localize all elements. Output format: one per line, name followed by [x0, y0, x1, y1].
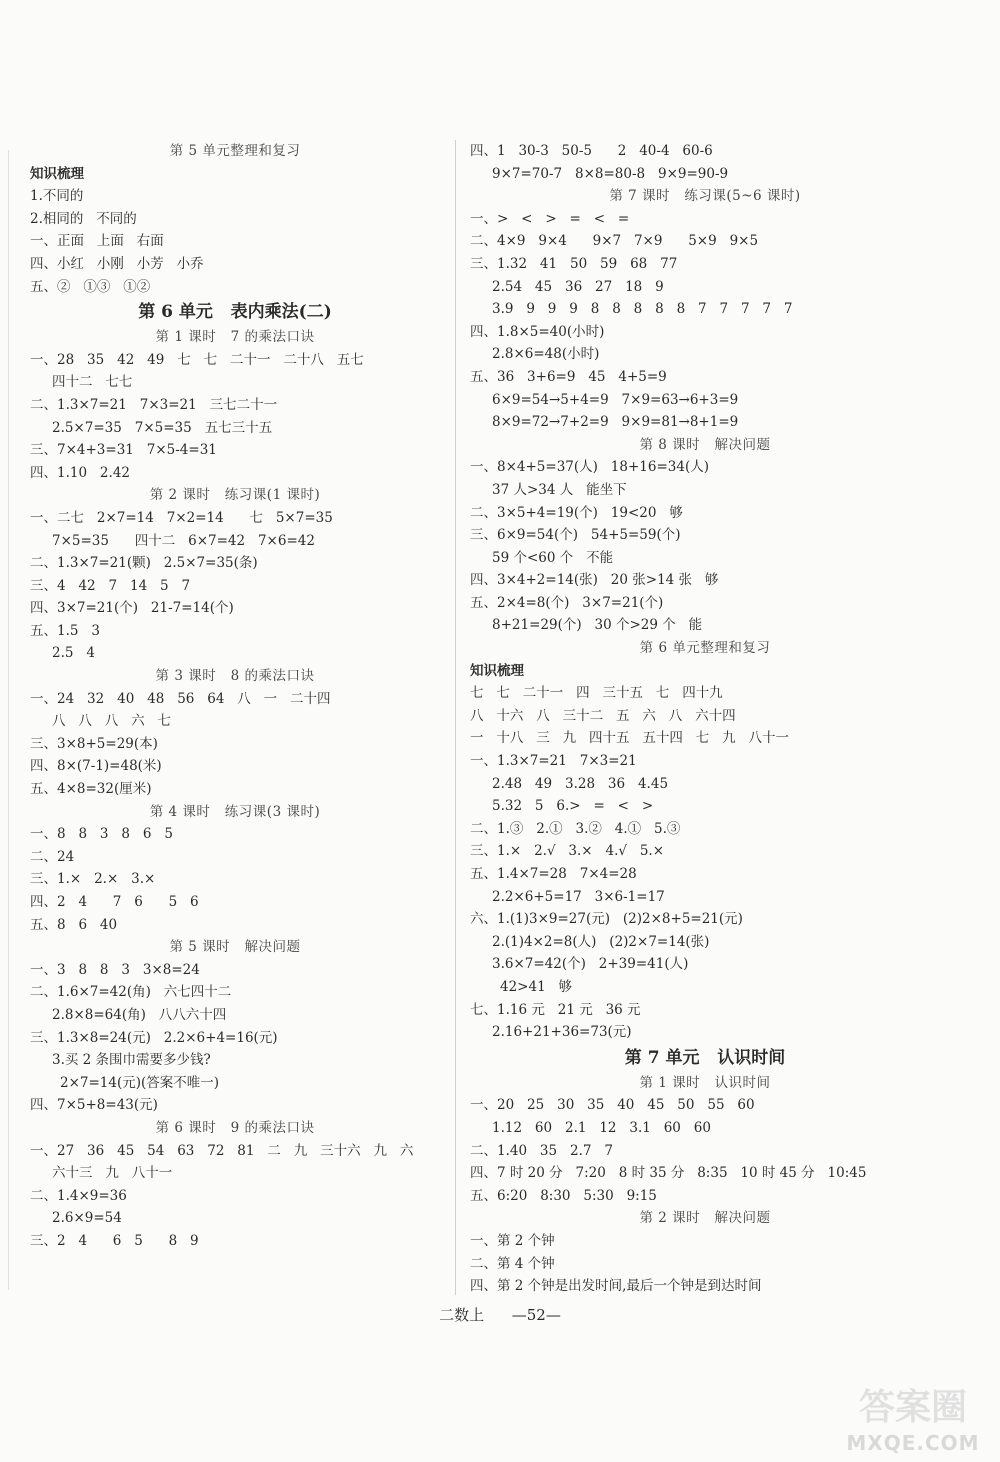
- left-answer-line: 2.8×8=64(角) 八八六十四: [52, 1006, 227, 1023]
- right-answer-line: 42>41 够: [500, 978, 573, 995]
- right-answer-line: 3.6×7=42(个) 2+39=41(人): [492, 956, 689, 973]
- left-answer-line: 四十二 七七: [52, 374, 133, 391]
- right-answer-line: 一、8×4+5=37(人) 18+16=34(人): [470, 459, 709, 476]
- watermark-logo: [838, 1385, 988, 1453]
- right-answer-line: 2.54 45 36 27 18 9: [492, 278, 664, 295]
- right-answer-line: 37 人>34 人 能坐下: [492, 481, 627, 498]
- right-answer-line: 9×7=70-7 8×8=80-8 9×9=90-9: [492, 165, 729, 182]
- right-answer-line: 一 十八 三 九 四十五 五十四 七 九 八十一: [470, 730, 789, 747]
- column-divider: [455, 140, 456, 1295]
- right-answer-line: 四、1 30-3 50-5 2 40-4 60-6: [470, 143, 713, 159]
- left-answer-line: 第 5 课时 解决问题: [169, 939, 301, 956]
- right-answer-line: 四、3×4+2=14(张) 20 张>14 张 够: [470, 572, 719, 589]
- right-answer-line: 三、1.32 41 50 59 68 77: [470, 255, 678, 272]
- left-answer-line: 3.买 2 条围巾需要多少钱?: [52, 1052, 211, 1069]
- left-answer-line: 第 3 课时 8 的乘法口诀: [155, 668, 315, 685]
- watermark-logo-text: 答案圈: [858, 1387, 967, 1428]
- watermark-site: MXQE.COM: [846, 1431, 980, 1455]
- right-answer-line: 三、6×9=54(个) 54+5=59(个): [470, 527, 681, 544]
- left-answer-line: 知识梳理: [30, 165, 84, 182]
- left-answer-line: 四、小红 小刚 小芳 小乔: [30, 255, 204, 272]
- left-answer-line: 五、4×8=32(厘米): [30, 781, 152, 798]
- right-answer-line: 第 7 单元 认识时间: [624, 1047, 786, 1068]
- right-answer-line: 2.16+21+36=73(元): [492, 1024, 632, 1041]
- right-answer-line: 2.8×6=48(小时): [492, 346, 600, 363]
- right-answer-line: 四、1.8×5=40(小时): [470, 323, 605, 340]
- page-footer: [0, 1304, 1000, 1325]
- right-answer-line: 二、1.③ 2.① 3.② 4.① 5.③: [470, 820, 681, 837]
- left-answer-line: 三、4 42 7 14 5 7: [30, 577, 191, 594]
- left-answer-line: 二、1.4×9=36: [30, 1187, 127, 1204]
- left-answer-line: 二、1.6×7=42(角) 六七四十二: [30, 984, 232, 1001]
- left-answer-line: 六十三 九 八十一: [52, 1165, 173, 1182]
- right-answer-line: 6×9=54→5+4=9 7×9=63→6+3=9: [492, 391, 739, 408]
- right-answer-line: 第 2 课时 解决问题: [639, 1210, 771, 1227]
- right-answer-line: 一、20 25 30 35 40 45 50 55 60: [470, 1097, 755, 1114]
- left-answer-line: 三、3×8+5=29(本): [30, 735, 158, 752]
- right-answer-line: 八 十六 八 三十二 五 六 八 六十四: [470, 707, 736, 724]
- left-answer-line: 四、1.10 2.42: [30, 464, 130, 481]
- left-answer-line: 八 八 八 六 七: [52, 713, 171, 730]
- right-answer-line: 第 8 课时 解决问题: [639, 436, 771, 453]
- right-answer-line: 2.2×6+5=17 3×6-1=17: [492, 888, 665, 905]
- left-answer-line: 四、7×5+8=43(元): [30, 1097, 158, 1114]
- right-answer-line: 2.(1)4×2=8(人) (2)2×7=14(张): [492, 933, 710, 950]
- left-answer-line: 第 6 单元 表内乘法(二): [138, 302, 332, 323]
- right-answer-line: 二、3×5+4=19(个) 19<20 够: [470, 504, 683, 521]
- right-answer-line: 5.32 5 6.> = < >: [492, 798, 654, 815]
- left-answer-line: 四、2 4 7 6 5 6: [30, 894, 199, 910]
- left-answer-line: 1.不同的: [30, 188, 84, 205]
- left-answer-line: 一、27 36 45 54 63 72 81 二 九 三十六 九 六: [30, 1142, 414, 1159]
- left-answer-line: 第 2 课时 练习课(1 课时): [149, 487, 321, 504]
- left-answer-line: 三、1.× 2.× 3.×: [30, 871, 156, 888]
- left-answer-line: 第 1 课时 7 的乘法口诀: [155, 329, 315, 346]
- right-answer-line: 七、1.16 元 21 元 36 元: [470, 1001, 641, 1018]
- left-answer-line: 二、24: [30, 848, 75, 865]
- right-answer-line: 第 6 单元整理和复习: [639, 640, 771, 657]
- left-answer-line: 一、24 32 40 48 56 64 八 一 二十四: [30, 690, 331, 707]
- left-answer-line: 五、② ①③ ①②: [30, 278, 151, 295]
- right-answer-line: 四、第 2 个钟是出发时间,最后一个钟是到达时间: [470, 1278, 762, 1295]
- left-answer-line: 一、3 8 8 3 3×8=24: [30, 961, 200, 978]
- left-answer-line: 2.6×9=54: [52, 1210, 122, 1227]
- left-answer-line: 一、二七 2×7=14 7×2=14 七 5×7=35: [30, 509, 333, 526]
- right-answer-line: 五、6:20 8:30 5:30 9:15: [470, 1187, 657, 1204]
- left-answer-line: 四、3×7=21(个) 21-7=14(个): [30, 600, 234, 617]
- right-answer-line: 第 1 课时 认识时间: [639, 1074, 771, 1091]
- right-answer-line: 2.48 49 3.28 36 4.45: [492, 775, 669, 792]
- right-answer-line: 二、第 4 个钟: [470, 1255, 555, 1272]
- right-answer-line: 3.9 9 9 9 8 8 8 8 8 7 7 7 7 7: [492, 301, 793, 318]
- right-answer-line: 四、7 时 20 分 7:20 8 时 35 分 8:35 10 时 45 分 10:45: [470, 1165, 867, 1182]
- right-answer-line: 一、1.3×7=21 7×3=21: [470, 753, 637, 770]
- right-answer-line: 知识梳理: [470, 662, 524, 679]
- right-answer-line: 五、36 3+6=9 45 4+5=9: [470, 368, 667, 385]
- page-number: —52—: [511, 1306, 561, 1324]
- left-answer-line: 第 4 课时 练习课(3 课时): [149, 803, 321, 820]
- left-answer-column: [30, 140, 440, 1253]
- left-answer-line: 第 6 课时 9 的乘法口诀: [155, 1119, 315, 1136]
- right-answer-line: 一、> < > = < =: [470, 210, 630, 227]
- left-answer-line: 三、7×4+3=31 7×5-4=31: [30, 442, 217, 459]
- right-answer-line: 59 个<60 个 不能: [492, 549, 614, 566]
- right-answer-line: 六、1.(1)3×9=27(元) (2)2×8+5=21(元): [470, 911, 743, 928]
- right-answer-line: 五、2×4=8(个) 3×7=21(个): [470, 594, 664, 611]
- left-answer-line: 二、1.3×7=21 7×3=21 三七二十一: [30, 396, 278, 413]
- page-edge-line: [8, 150, 9, 1290]
- left-answer-line: 一、28 35 42 49 七 七 二十一 二十八 五七: [30, 351, 364, 368]
- left-answer-line: 2×7=14(元)(答案不唯一): [60, 1074, 220, 1091]
- right-answer-line: 二、4×9 9×4 9×7 7×9 5×9 9×5: [470, 233, 759, 250]
- left-answer-line: 2.5 4: [52, 645, 95, 662]
- left-answer-line: 五、8 6 40: [30, 916, 118, 933]
- footer-label: 二数上: [439, 1306, 485, 1324]
- left-answer-line: 第 5 单元整理和复习: [169, 143, 301, 159]
- right-answer-line: 8×9=72→7+2=9 9×9=81→8+1=9: [492, 414, 739, 431]
- left-answer-line: 7×5=35 四十二 6×7=42 7×6=42: [52, 532, 315, 549]
- right-answer-column: [470, 140, 940, 1298]
- left-answer-line: 2.5×7=35 7×5=35 五七三十五: [52, 419, 273, 436]
- right-answer-line: 二、1.40 35 2.7 7: [470, 1142, 613, 1159]
- right-answer-line: 三、1.× 2.√ 3.× 4.√ 5.×: [470, 843, 665, 860]
- left-answer-line: 三、1.3×8=24(元) 2.2×6+4=16(元): [30, 1029, 278, 1046]
- left-answer-line: 五、1.5 3: [30, 622, 100, 639]
- left-answer-line: 一、正面 上面 右面: [30, 233, 164, 250]
- left-answer-line: 2.相同的 不同的: [30, 210, 137, 227]
- right-answer-line: 七 七 二十一 四 三十五 七 四十九: [470, 685, 723, 702]
- left-answer-line: 三、2 4 6 5 8 9: [30, 1232, 199, 1249]
- left-answer-line: 一、8 8 3 8 6 5: [30, 826, 173, 843]
- right-answer-line: 1.12 60 2.1 12 3.1 60 60: [492, 1119, 711, 1136]
- right-answer-line: 第 7 课时 练习课(5~6 课时): [609, 188, 801, 205]
- right-answer-line: 五、1.4×7=28 7×4=28: [470, 866, 637, 882]
- right-answer-line: 一、第 2 个钟: [470, 1232, 555, 1249]
- left-answer-line: 四、8×(7-1)=48(米): [30, 758, 162, 775]
- right-answer-line: 8+21=29(个) 30 个>29 个 能: [492, 617, 703, 634]
- left-answer-line: 二、1.3×7=21(颗) 2.5×7=35(条): [30, 555, 258, 572]
